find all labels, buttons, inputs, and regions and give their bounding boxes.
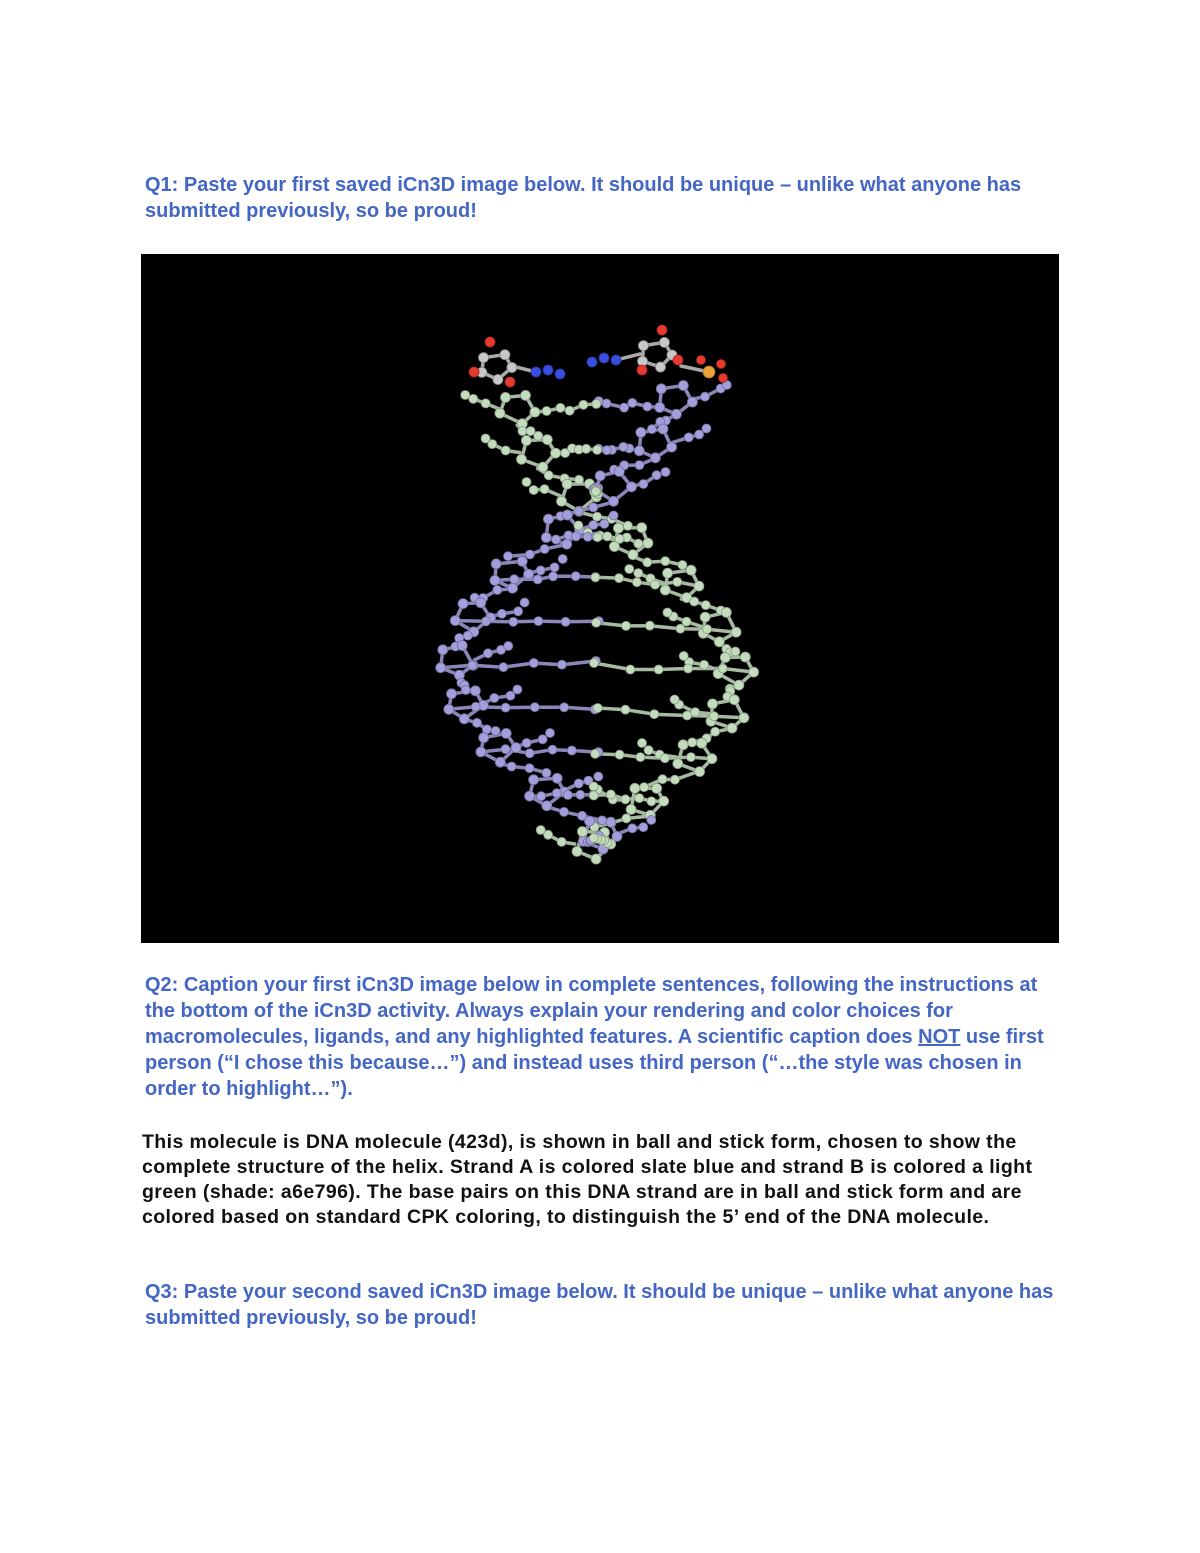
atom bbox=[634, 539, 643, 548]
oxygen-atom bbox=[505, 377, 515, 387]
atom bbox=[529, 659, 538, 668]
atom bbox=[734, 680, 744, 690]
atom bbox=[507, 762, 516, 771]
atom bbox=[508, 583, 518, 593]
atom bbox=[635, 794, 644, 803]
atom bbox=[544, 471, 553, 480]
atom bbox=[436, 663, 446, 673]
atom bbox=[560, 703, 569, 712]
atom bbox=[686, 565, 696, 575]
atom bbox=[561, 617, 570, 626]
atom bbox=[695, 430, 704, 439]
atom bbox=[627, 482, 637, 492]
atom bbox=[560, 807, 569, 816]
atom bbox=[493, 586, 502, 595]
atom bbox=[556, 403, 565, 412]
atom bbox=[637, 523, 647, 533]
atom bbox=[549, 572, 558, 581]
atom bbox=[536, 566, 545, 575]
atom bbox=[501, 728, 511, 738]
atom bbox=[579, 400, 588, 409]
atom bbox=[639, 480, 648, 489]
atom bbox=[589, 503, 598, 512]
atom bbox=[476, 747, 486, 757]
atom bbox=[469, 394, 478, 403]
atom bbox=[482, 617, 491, 626]
atom bbox=[620, 403, 629, 412]
atom bbox=[654, 665, 663, 674]
atom bbox=[585, 816, 595, 826]
question-2 bbox=[145, 972, 1065, 1102]
atom bbox=[614, 467, 624, 477]
atom bbox=[497, 609, 506, 618]
atom bbox=[684, 433, 693, 442]
atom bbox=[656, 362, 666, 372]
atom bbox=[550, 563, 559, 572]
atom bbox=[663, 608, 672, 617]
atom bbox=[638, 341, 648, 351]
atom bbox=[731, 627, 741, 637]
atom bbox=[562, 539, 572, 549]
atom bbox=[592, 618, 601, 627]
atom bbox=[636, 427, 646, 437]
atom bbox=[552, 535, 561, 544]
oxygen-atom bbox=[697, 356, 706, 365]
atom bbox=[557, 660, 566, 669]
atom bbox=[582, 444, 591, 453]
atom bbox=[562, 510, 572, 520]
atom bbox=[521, 390, 531, 400]
atom bbox=[602, 446, 611, 455]
atom bbox=[529, 775, 539, 785]
nitrogen-atom bbox=[599, 353, 609, 363]
atom bbox=[571, 572, 580, 581]
atom bbox=[481, 434, 490, 443]
atom bbox=[458, 599, 468, 609]
atom bbox=[524, 569, 534, 579]
atom bbox=[683, 711, 692, 720]
atom bbox=[457, 641, 467, 651]
atom bbox=[509, 617, 518, 626]
atom bbox=[525, 791, 535, 801]
atom bbox=[521, 436, 531, 446]
atom bbox=[615, 750, 624, 759]
nitrogen-atom bbox=[531, 367, 541, 377]
atom bbox=[591, 573, 600, 582]
atom bbox=[572, 846, 582, 856]
atom bbox=[671, 409, 681, 419]
atom bbox=[529, 486, 538, 495]
atom bbox=[606, 790, 615, 799]
atom bbox=[647, 425, 656, 434]
atom bbox=[729, 695, 739, 705]
atom bbox=[518, 427, 527, 436]
atom bbox=[694, 581, 704, 591]
atom bbox=[589, 834, 598, 843]
atom bbox=[548, 745, 557, 754]
atom bbox=[661, 557, 670, 566]
atom bbox=[542, 768, 551, 777]
atom bbox=[676, 624, 685, 633]
atom bbox=[575, 475, 584, 484]
atom bbox=[700, 660, 709, 669]
atom bbox=[598, 816, 607, 825]
atom bbox=[643, 402, 652, 411]
atom bbox=[540, 545, 549, 554]
atom bbox=[525, 550, 534, 559]
atom bbox=[501, 392, 511, 402]
atom bbox=[534, 617, 543, 626]
atom bbox=[593, 704, 602, 713]
atom bbox=[595, 471, 605, 481]
atom bbox=[615, 574, 624, 583]
atom bbox=[499, 663, 508, 672]
atom bbox=[510, 575, 519, 584]
atom bbox=[500, 350, 510, 360]
atom bbox=[640, 783, 649, 792]
atom bbox=[542, 407, 551, 416]
atom bbox=[591, 487, 600, 496]
atom bbox=[652, 471, 661, 480]
atom bbox=[663, 568, 673, 578]
atom bbox=[636, 753, 645, 762]
atom bbox=[688, 738, 697, 747]
atom bbox=[558, 555, 567, 564]
atom bbox=[484, 649, 493, 658]
atom bbox=[647, 797, 656, 806]
atom bbox=[593, 445, 602, 454]
atom bbox=[468, 661, 477, 670]
atom bbox=[490, 694, 499, 703]
nitrogen-atom bbox=[555, 369, 565, 379]
atom bbox=[622, 814, 631, 823]
atom bbox=[525, 749, 534, 758]
atom bbox=[589, 521, 598, 530]
atom bbox=[655, 402, 665, 412]
atom bbox=[623, 521, 632, 530]
atom bbox=[650, 453, 660, 463]
atom bbox=[491, 559, 501, 569]
atom bbox=[542, 435, 552, 445]
atom bbox=[697, 738, 707, 748]
atom bbox=[479, 733, 489, 743]
atom bbox=[658, 775, 667, 784]
atom bbox=[501, 745, 510, 754]
atom bbox=[628, 824, 637, 833]
atom bbox=[702, 424, 711, 433]
atom bbox=[537, 792, 546, 801]
oxygen-atom bbox=[469, 367, 479, 377]
atom bbox=[622, 621, 631, 630]
atom bbox=[710, 712, 719, 721]
atom bbox=[589, 782, 598, 791]
atom bbox=[718, 664, 727, 673]
atom bbox=[534, 431, 543, 440]
atom bbox=[520, 598, 529, 607]
dna-molecule-icon bbox=[141, 254, 1059, 943]
atom bbox=[538, 735, 547, 744]
atom bbox=[700, 612, 710, 622]
atom bbox=[592, 400, 601, 409]
atom bbox=[589, 791, 598, 800]
atom bbox=[682, 617, 691, 626]
atom bbox=[721, 607, 731, 617]
atom bbox=[591, 749, 600, 758]
oxygen-atom bbox=[657, 325, 667, 335]
atom bbox=[463, 631, 472, 640]
atom bbox=[444, 704, 454, 714]
atom bbox=[522, 739, 531, 748]
atom bbox=[594, 772, 603, 781]
atom bbox=[626, 804, 636, 814]
atom bbox=[673, 577, 682, 586]
atom bbox=[591, 854, 601, 864]
atom bbox=[621, 795, 630, 804]
atom bbox=[703, 625, 712, 634]
question-1: Q1: Paste your first saved iCn3D image below. It should be unique – unlike what anyone has submitted previously, so be proud! bbox=[145, 174, 1022, 222]
atom bbox=[493, 375, 503, 385]
atom bbox=[659, 796, 669, 806]
oxygen-atom bbox=[485, 337, 495, 347]
atom bbox=[707, 754, 717, 764]
atom bbox=[619, 442, 628, 451]
question-2-text-a: Q2: Caption your first iCn3D image below in complete sentences, following the instructions at the bottom of the iCn3D activity. Always explain your rendering and color choices for macromolecules, ligands, and any highlighted features. A scientific caption does bbox=[145, 974, 1038, 1048]
atom bbox=[678, 561, 687, 570]
atom bbox=[691, 708, 700, 717]
atom bbox=[714, 637, 724, 647]
question-2-text-b: use first person (“I chose this because…”) and instead uses third person (“…the style was chosen in order to highlight…”). bbox=[145, 1026, 1044, 1100]
atom bbox=[501, 703, 510, 712]
atom bbox=[506, 691, 515, 700]
atom bbox=[695, 767, 705, 777]
atom bbox=[632, 578, 641, 587]
atom bbox=[678, 740, 688, 750]
atom bbox=[542, 801, 552, 811]
atom bbox=[538, 462, 548, 472]
atom bbox=[473, 718, 482, 727]
atom bbox=[552, 773, 562, 783]
atom bbox=[504, 552, 513, 561]
atom bbox=[635, 461, 644, 470]
oxygen-atom bbox=[673, 355, 683, 365]
atom bbox=[606, 817, 616, 827]
atom bbox=[593, 533, 602, 542]
atom bbox=[511, 743, 521, 753]
atom bbox=[643, 538, 653, 548]
atom bbox=[621, 705, 630, 714]
atom bbox=[660, 754, 669, 763]
atom bbox=[536, 826, 545, 835]
atom bbox=[438, 645, 448, 655]
atom bbox=[679, 652, 688, 661]
atom bbox=[530, 703, 539, 712]
atom bbox=[652, 783, 662, 793]
atom bbox=[634, 446, 644, 456]
atom bbox=[645, 621, 654, 630]
atom bbox=[540, 485, 549, 494]
question-2-underlined: NOT bbox=[918, 1026, 961, 1048]
atom bbox=[447, 689, 457, 699]
atom bbox=[574, 507, 583, 516]
atom bbox=[504, 642, 513, 651]
atom bbox=[572, 532, 581, 541]
atom bbox=[525, 764, 534, 773]
atom bbox=[630, 783, 640, 793]
atom bbox=[615, 534, 624, 543]
atom bbox=[727, 723, 737, 733]
atom bbox=[651, 580, 660, 589]
atom bbox=[513, 685, 522, 694]
atom bbox=[574, 521, 583, 530]
atom bbox=[708, 699, 718, 709]
atom bbox=[634, 569, 643, 578]
atom bbox=[667, 442, 677, 452]
atom bbox=[574, 779, 583, 788]
atom bbox=[577, 827, 587, 837]
atom bbox=[613, 523, 623, 533]
atom bbox=[470, 686, 480, 696]
atom bbox=[711, 727, 720, 736]
atom bbox=[514, 607, 523, 616]
atom bbox=[543, 514, 553, 524]
atom bbox=[552, 789, 561, 798]
atom bbox=[567, 746, 576, 755]
atom bbox=[644, 746, 653, 755]
atom bbox=[701, 601, 710, 610]
atom bbox=[701, 392, 710, 401]
atom bbox=[546, 729, 555, 738]
atom bbox=[643, 558, 652, 567]
atom bbox=[517, 556, 527, 566]
atom bbox=[490, 575, 500, 585]
bond bbox=[654, 714, 687, 715]
atom bbox=[603, 532, 612, 541]
atom bbox=[471, 702, 480, 711]
atom bbox=[491, 727, 500, 736]
atom bbox=[647, 816, 656, 825]
nitrogen-atom bbox=[587, 357, 597, 367]
oxygen-atom bbox=[719, 374, 728, 383]
atom bbox=[639, 823, 648, 832]
atom bbox=[749, 667, 759, 677]
atom bbox=[476, 598, 486, 608]
atom bbox=[541, 533, 551, 543]
atom bbox=[720, 653, 730, 663]
atom bbox=[533, 575, 542, 584]
atom bbox=[690, 597, 699, 606]
nitrogen-atom bbox=[611, 355, 621, 365]
atom bbox=[562, 479, 572, 489]
atom bbox=[660, 585, 670, 595]
atom bbox=[638, 739, 647, 748]
atom bbox=[522, 478, 531, 487]
atom bbox=[600, 519, 609, 528]
atom bbox=[661, 468, 670, 477]
atom bbox=[625, 565, 634, 574]
caption-answer: This molecule is DNA molecule (423d), is shown in ball and stick form, chosen to show the complete structure of the helix. Strand A is colored slate blue and strand B is colored a light green (shade: a6e796). The base pairs on this DNA strand are in ball and stick form and are colored based on standard CPK coloring, to distinguish the 5’ end of the DNA molecule. bbox=[142, 1131, 1033, 1228]
atom bbox=[686, 753, 695, 762]
atom bbox=[670, 695, 679, 704]
atom bbox=[590, 659, 599, 668]
atom bbox=[459, 714, 469, 724]
nitrogen-atom bbox=[543, 365, 553, 375]
atom bbox=[658, 424, 668, 434]
atom bbox=[628, 550, 638, 560]
atom bbox=[563, 791, 572, 800]
atom bbox=[461, 391, 470, 400]
atom bbox=[551, 448, 561, 458]
atom bbox=[501, 446, 510, 455]
atom bbox=[481, 399, 490, 408]
atom bbox=[530, 407, 540, 417]
atom bbox=[479, 353, 489, 363]
atom bbox=[576, 790, 585, 799]
atom bbox=[626, 665, 635, 674]
atom bbox=[593, 512, 602, 521]
question-3: Q3: Paste your second saved iCn3D image below. It should be unique – unlike what anyone has submitted previously, so be proud! bbox=[145, 1281, 1054, 1329]
atom bbox=[507, 363, 517, 373]
atom bbox=[739, 713, 749, 723]
atom bbox=[670, 775, 679, 784]
atom bbox=[731, 647, 740, 656]
atom bbox=[673, 759, 683, 769]
atom bbox=[495, 408, 505, 418]
atom bbox=[609, 511, 618, 520]
phosphorus-atom bbox=[703, 366, 715, 378]
icn3d-dna-image bbox=[141, 254, 1059, 943]
atom bbox=[609, 496, 619, 506]
atom bbox=[557, 837, 566, 846]
atom bbox=[740, 652, 750, 662]
atom bbox=[495, 757, 505, 767]
atom bbox=[650, 710, 659, 719]
atom bbox=[684, 664, 693, 673]
atom bbox=[656, 384, 666, 394]
atom bbox=[583, 532, 592, 541]
atom bbox=[565, 406, 574, 415]
atom bbox=[678, 381, 688, 391]
oxygen-atom bbox=[637, 365, 647, 375]
atom bbox=[557, 496, 567, 506]
atom bbox=[517, 454, 527, 464]
oxygen-atom bbox=[717, 360, 726, 369]
atom bbox=[628, 398, 637, 407]
atom bbox=[659, 337, 669, 347]
atom bbox=[687, 397, 697, 407]
atom bbox=[450, 616, 460, 626]
atom bbox=[461, 686, 470, 695]
